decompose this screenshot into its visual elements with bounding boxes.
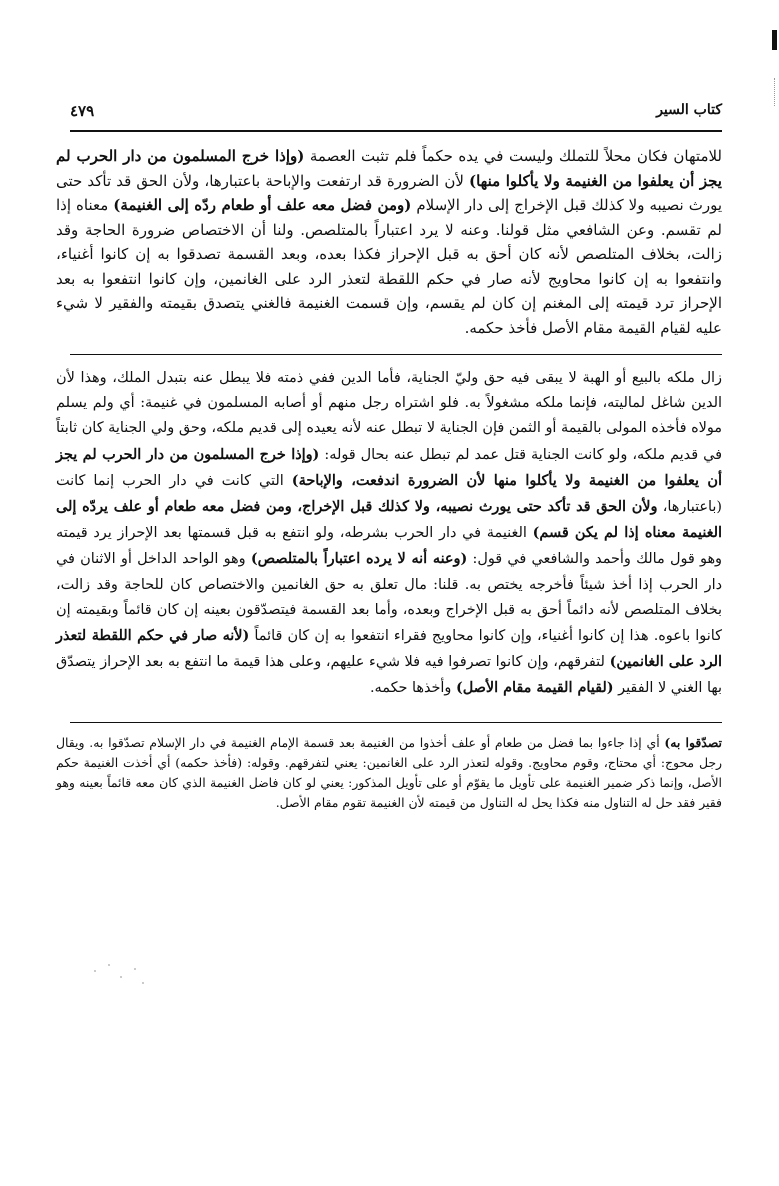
book-title: كتاب السير xyxy=(656,102,722,118)
text-segment: أي إذا جاءوا بما فضل من طعام أو علف أخذوا من الغنيمة بعد قسمة الإمام الغنيمة في دار الإسلام تصدّقوا به. ويقال رجل محوج: أي محتاج، وقوم محاويج. وقوله لتعذر الرد على الغانمين: يعني لتفرقهم. وقوله: (فأخذ حكمه) أي أخذت الغنيمة حكم الأصل، وإنما ذكر ضمير الغنيمة على تأويل ما يقوّم أو على تأويل المذكور: يعني لو كان فاضل الغنيمة الذي كان معه قائماً بعينه وهو فقير فقد حل له التناول منه فكذا يحل له التناول من قيمته لأن الغنيمة تقوم مقام الأصل. xyxy=(56,735,722,810)
matn-quote: (لقيام القيمة مقام الأصل) xyxy=(455,679,614,697)
matn-quote: (وعنه أنه لا يرده اعتباراً بالمتلصص) xyxy=(250,550,468,568)
text-segment: زال ملكه بالبيع أو الهبة لا يبقى فيه حق وليّ الجناية، فأما الدين ففي ذمته فلا يبطل عنه بتبدل الملك، وهذا لأن الدين شاغل لماليته، فإنما ملكه مشغولاً به. فلو اشتراه رجل منهم أو أصابه المسلمون في غنيمة: أي ولم يسلم مولاه فأخذه المولى بالقيمة أو الثمن فإن الجناية لا تبطل عنه لأنه يعيده إلى قديم ملكه، وحق ولي الجناية كان ثابتاً في قديم ملكه، ولو كانت الجناية قتل عمد لم تبطل عنه بحال قوله: xyxy=(56,370,722,463)
matn-quote: (وإذا خرج المسلمون من دار الحرب لم يجز أن يعلفوا من الغنيمة ولا يأكلوا منها لأن الضرورة اندفعت، والإباحة) xyxy=(56,445,722,489)
main-text xyxy=(56,144,722,340)
main-text-paragraph xyxy=(56,144,722,340)
text-segment: لتفرقهم، وإن كانوا تصرفوا فيه فلا شيء عليهم، وعلى هذا قيمة ما انتفع به بعد الإحراز يتصدّق بها الغني لا الفقير xyxy=(56,654,722,697)
commentary-paragraph xyxy=(56,366,722,702)
text-segment: للامتهان فكان محلاً للتملك وليست في يده حكماً فلم تثبت العصمة xyxy=(304,147,723,165)
text-segment: وأخذها حكمه. xyxy=(369,680,456,697)
text-segment: الغنيمة في دار الحرب بشرطه، ولو انتفع به قبل قسمتها بعد الإحراز يرد قيمته وهو قول مالك وأحمد والشافعي في قول: xyxy=(56,525,722,568)
section-divider xyxy=(70,354,722,355)
section-divider xyxy=(70,722,722,723)
commentary-text xyxy=(56,366,722,702)
matn-quote: تصدّقوا به) xyxy=(664,735,722,750)
scan-noise xyxy=(90,960,150,990)
matn-quote: ولأن الحق قد تأكد حتى يورث نصيبه، ولا كذلك قبل الإخراج، ومن فضل معه طعام أو علف يردّه إلى الغنيمة معناه إذا لم يكن قسم) xyxy=(56,498,722,542)
scan-edge-mark xyxy=(772,30,777,50)
gloss-text xyxy=(56,733,722,813)
gloss-paragraph xyxy=(56,733,722,813)
page-number: ٤٧٩ xyxy=(70,102,95,120)
text-segment: التي كانت في دار الحرب إنما كانت (باعتبارها، xyxy=(56,472,722,516)
scan-edge-mark xyxy=(770,78,775,106)
text-segment: معناه إذا لم تقسم. وعن الشافعي مثل قولنا. وعنه لا يرد اعتباراً بالمتلصص. ولنا أن الاختصاص ضرورة الحاجة وقد زالت، بخلاف المتلصص لأنه كان أحق به قبل الإحراز فكذا بعده، وبعد القسمة تصدقوا به إن كانوا أغنياء، وانتفعوا به إن كانوا محاويج لأنه صار في حكم اللقطة لتعذر الرد على الغانمين، وإن كانوا انتفعوا به بعد الإحراز ترد قيمته إلى المغنم إن كان لم يقسم، وإن قسمت الغنيمة فالغني يتصدق بقيمته والفقير لا شيء عليه لقيام القيمة مقام الأصل فأخذ حكمه. xyxy=(56,196,722,337)
matn-quote: (وإذا خرج المسلمون من دار الحرب لم يجز أن يعلفوا من الغنيمة ولا يأكلوا منها) xyxy=(56,147,722,190)
text-segment: وهو الواحد الداخل أو الاثنان في دار الحرب إذا أخذ شيئاً فأخرجه يختص به. قلنا: مال تعلق به حق الغانمين والاختصاص كان للحاجة وقد زالت، بخلاف المتلصص لأنه دائماً أحق به قبل الإخراج وبعده، وأما بعد القسمة فيتصدّقون بعينه إن كان قائماً وبقيمته إن كانوا باعوه. هذا إن كانوا أغنياء، وإن كانوا محاويج فقراء انتفعوا به إن كان قائماً xyxy=(56,551,722,645)
matn-quote: (لأنه صار في حكم اللقطة لتعذر الرد على الغانمين) xyxy=(56,627,722,671)
matn-quote: (ومن فضل معه علف أو طعام ردّه إلى الغنيمة) xyxy=(113,196,412,214)
text-segment: لأن الضرورة قد ارتفعت والإباحة باعتبارها، ولأن الحق قد تأكد حتى يورث نصيبه ولا كذلك قبل الإخراج إلى دار الإسلام xyxy=(56,171,723,214)
page-header xyxy=(70,100,722,132)
